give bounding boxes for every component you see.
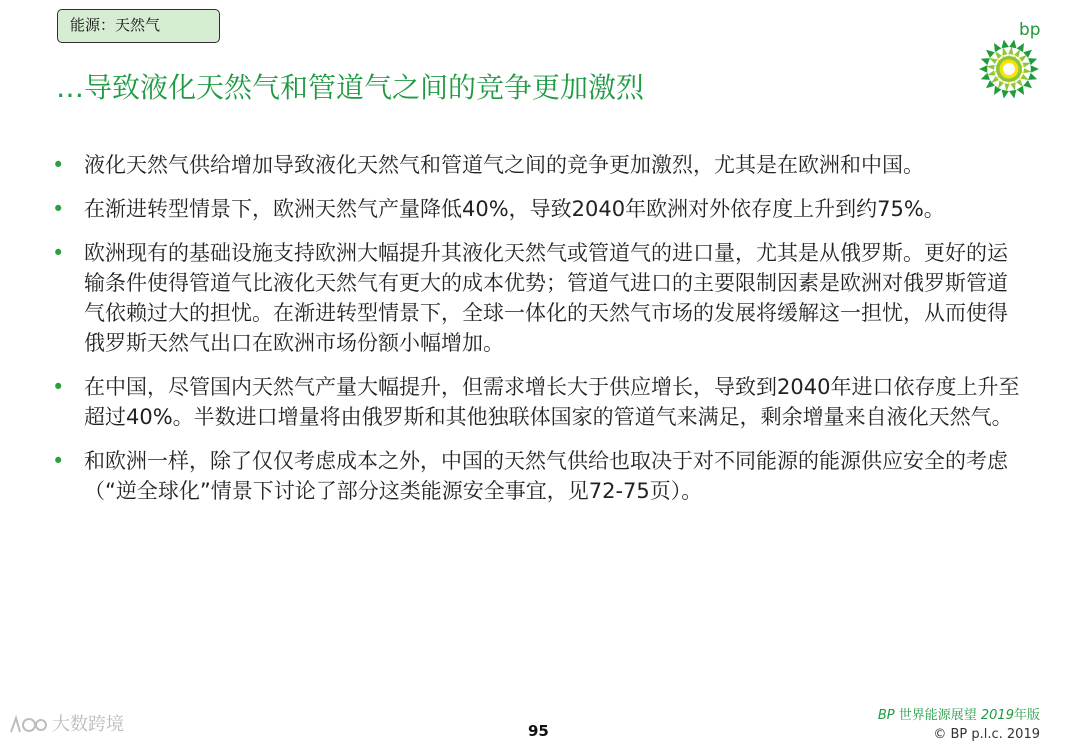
logo-petal bbox=[1009, 90, 1016, 99]
logo-petal bbox=[1016, 79, 1023, 87]
logo-petal bbox=[986, 50, 995, 58]
logo-petal bbox=[981, 58, 990, 65]
bullet-dot: • bbox=[52, 449, 65, 473]
watermark bbox=[8, 712, 124, 738]
logo-petal bbox=[1031, 65, 1039, 72]
logo-petal bbox=[1017, 43, 1024, 52]
bullet-dot: • bbox=[52, 153, 65, 177]
bullet-dot: • bbox=[52, 197, 65, 221]
logo-petal bbox=[981, 73, 990, 80]
logo-petal bbox=[1009, 39, 1016, 48]
bullet-item bbox=[52, 372, 1027, 432]
watermark-text: 大数跨境 bbox=[52, 714, 124, 735]
logo-petal bbox=[1028, 58, 1037, 65]
logo-petal bbox=[1028, 73, 1037, 80]
bullet-text: 液化天然气供给增加导致液化天然气和管道气之间的竞争更加激烈，尤其是在欧洲和中国。 bbox=[84, 153, 924, 177]
logo-petal bbox=[994, 43, 1001, 52]
logo-petal bbox=[1023, 80, 1032, 88]
bullet-text: 在渐进转型情景下，欧洲天然气产量降低40%，导致2040年欧洲对外依存度上升到约75%。 bbox=[84, 197, 945, 221]
logo-petal bbox=[1023, 63, 1032, 68]
logo-petal bbox=[1002, 39, 1009, 48]
logo-petal bbox=[987, 71, 996, 76]
bullet-text: 欧洲现有的基础设施支持欧洲大幅提升其液化天然气或管道气的进口量，尤其是从俄罗斯。更好的运输条件使得管道气比液化天然气有更大的成本优势；管道气进口的主要限制因素是欧洲对俄罗斯管道气依赖过大的担忧。在渐进转型情景下，全球一体化的天然气市场的发展将缓解这一担忧，从而使得俄罗斯天然气出口在欧洲市场份额小幅增加。 bbox=[84, 241, 1008, 355]
logo-petal bbox=[995, 51, 1002, 59]
section-tag: 能源：天然气 bbox=[57, 9, 220, 43]
copyright: © BP p.l.c. 2019 bbox=[933, 727, 1040, 742]
bullet-item bbox=[52, 238, 1027, 358]
bullet-item bbox=[52, 194, 1027, 224]
publication-edition: 年版 bbox=[1013, 708, 1040, 723]
bullet-text: 和欧洲一样，除了仅仅考虑成本之外，中国的天然气供给也取决于对不同能源的能源供应安全的考虑（“逆全球化”情景下讨论了部分这类能源安全事宜，见72-75页）。 bbox=[84, 449, 1008, 503]
logo-petal bbox=[986, 65, 994, 70]
watermark-logo-icon bbox=[8, 714, 48, 736]
logo-petal bbox=[994, 86, 1001, 95]
logo-petal bbox=[1003, 47, 1008, 56]
bp-logo bbox=[978, 20, 1048, 102]
logo-petal bbox=[1023, 68, 1031, 73]
publication-title: 世界能源展望 bbox=[894, 708, 981, 723]
helios-sunflower-icon bbox=[978, 38, 1040, 100]
logo-petal bbox=[979, 65, 987, 72]
page-number: 95 bbox=[528, 722, 549, 740]
bullet-item bbox=[52, 446, 1027, 506]
publication-name bbox=[878, 706, 1040, 725]
logo-petal bbox=[1002, 90, 1009, 99]
bullet-list bbox=[52, 150, 1027, 520]
bullet-item bbox=[52, 150, 1027, 180]
logo-petal bbox=[1017, 86, 1024, 95]
logo-petal bbox=[1021, 74, 1029, 80]
bullet-dot: • bbox=[52, 241, 65, 265]
logo-petal bbox=[989, 58, 997, 64]
footer-credit bbox=[878, 706, 1040, 744]
bp-logo-text: bp bbox=[1019, 20, 1041, 40]
bullet-dot: • bbox=[52, 375, 65, 399]
bullet-text: 在中国，尽管国内天然气产量大幅提升，但需求增长大于供应增长，导致到2040年进口依存度上升至超过40%。半数进口增量将由俄罗斯和其他独联体国家的管道气来满足，剩余增量来自液化天然气。 bbox=[84, 375, 1020, 429]
publication-year: 2019 bbox=[980, 708, 1014, 723]
logo-petal bbox=[1011, 83, 1016, 92]
page-title: …导致液化天然气和管道气之间的竞争更加激烈 bbox=[56, 71, 645, 104]
publication-brand: BP bbox=[877, 708, 895, 723]
